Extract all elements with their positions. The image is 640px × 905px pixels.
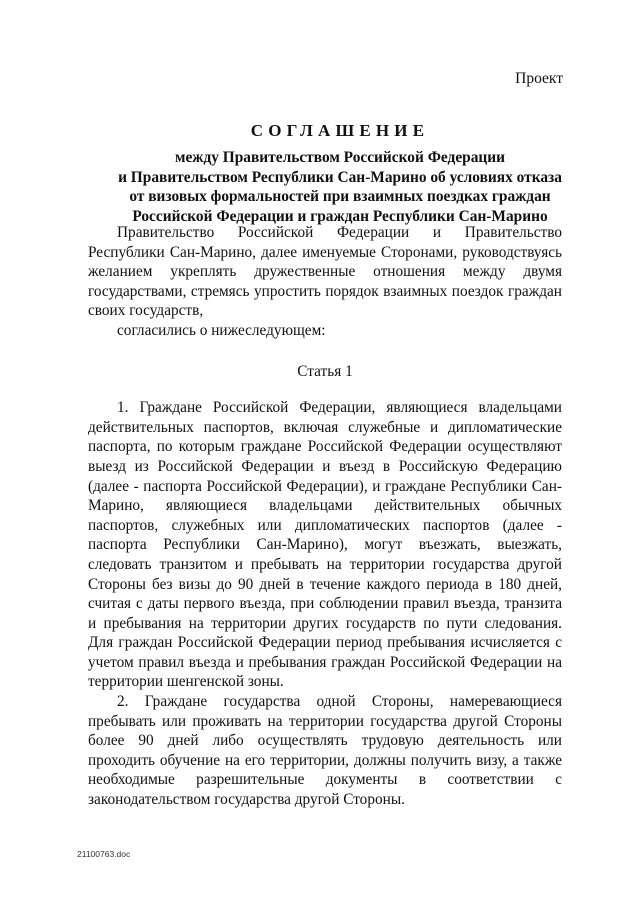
subtitle-line: Российской Федерации и граждан Республики Сан-Марино	[132, 207, 548, 225]
article-paragraph-2: 2. Граждане государства одной Стороны, намеревающиеся пребывать или проживать на территории государства другой Стороны более 90 дней либо осуществлять трудовую деятельность или проходить обучение на его территории, должны получить визу, а также необходимые разрешительные документы в соответствии с законодательством государства другой Стороны.	[88, 693, 562, 809]
article-heading: Статья 1	[297, 362, 353, 380]
article-paragraph-1: 1. Граждане Российской Федерации, являющиеся владельцами действительных паспортов, включая служебные и дипломатические паспорта, по которым граждане Российской Федерации осуществляют выезд из Российской Федерации и въезд в Российскую Федерацию (далее - паспорта Российской Федерации), и граждане Республики Сан-Марино, являющиеся владельцами действительных обычных паспортов, служебных или дипломатических паспортов (далее - паспорта Республики Сан-Марино), могут въезжать, выезжать, следовать транзитом и пребывать на территории государства другой Стороны без визы до 90 дней в течение каждого периода в 180 дней, считая с даты первого въезда, при соблюдении правил въезда, транзита и пребывания на территории других государств по пути следования. Для граждан Российской Федерации период пребывания исчисляется с учетом правил въезда и пребывания граждан Российской Федерации на территории шенгенской зоны.	[88, 399, 562, 691]
subtitle-line: между Правительством Российской Федерации	[174, 149, 506, 166]
document-status-label: Проект	[515, 70, 563, 87]
document-subtitle	[60, 148, 620, 226]
subtitle-line: и Правительством Республики Сан-Марино об условиях отказа	[118, 168, 562, 186]
subtitle-line: от визовых формальностей при взаимных поездках граждан	[129, 188, 551, 206]
file-code-footer: 21100763.doc	[77, 849, 131, 859]
preamble-paragraph: Правительство Российской Федерации и Правительство Республики Сан-Марино, далее именуемые Сторонами, руководствуясь желанием укреплять дружественные отношения между двумя государствами, стремясь упростить порядок взаимных поездок граждан своих государств,	[88, 224, 562, 320]
agreed-line: согласились о нижеследующем:	[117, 321, 326, 339]
document-title: СОГЛАШЕНИЕ	[250, 121, 430, 140]
title-block	[60, 120, 620, 226]
document-body	[88, 223, 562, 810]
